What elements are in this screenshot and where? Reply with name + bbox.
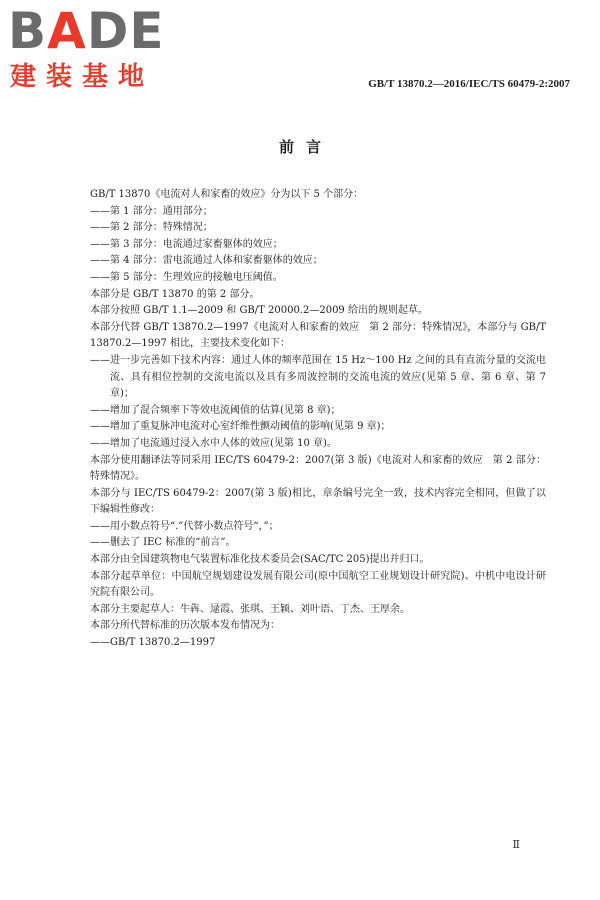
list-item-change-1: ——进一步完善如下技术内容：通过人体的频率范围在 15 Hz～100 Hz 之间的具有直流分量的交流电流、具有相位控制的交流电流以及具有多周波控制的交流电流的效应(见第 5 章、第 6 章、第 7 章)；: [90, 354, 550, 400]
logo-subtitle: 建装基地: [10, 62, 155, 92]
paragraph-translation-method: 本部分使用翻译法等同采用 IEC/TS 60479-2：2007(第 3 版)《电流对人和家畜的效应 第 2 部分：特殊情况》。: [90, 454, 546, 483]
logo-letters-de: DE: [86, 2, 165, 60]
page-number: Ⅱ: [512, 839, 520, 851]
page-title: 前言: [278, 138, 333, 156]
list-item-part-4: ——第 4 部分：雷电流通过人体和家畜躯体的效应；: [90, 255, 323, 267]
list-item-change-3: ——增加了重复脉冲电流对心室纤维性颤动阈值的影响(见第 9 章)；: [90, 421, 391, 433]
list-item-part-3: ——第 3 部分：电流通过家畜躯体的效应；: [90, 238, 283, 250]
logo-letter-b: B: [8, 2, 48, 60]
list-item-edit-1: ——用小数点符号“.”代替小数点符号“，”；: [90, 520, 279, 532]
list-item-part-2: ——第 2 部分：特殊情况；: [90, 222, 213, 234]
foreword-body: [70, 187, 550, 652]
paragraph-intro: GB/T 13870《电流对人和家畜的效应》分为以下 5 个部分：: [90, 189, 364, 200]
paragraph-part-statement: 本部分是 GB/T 13870 的第 2 部分。: [90, 288, 260, 300]
logo-letter-a-accent: A: [47, 2, 87, 60]
list-item-history-1: ——GB/T 13870.2—1997: [90, 637, 216, 649]
list-item-part-1: ——第 1 部分：通用部分；: [90, 205, 213, 217]
list-item-edit-2: ——删去了 IEC 标准的“前言”。: [90, 537, 236, 549]
list-item-change-2: ——增加了混合频率下等效电流阈值的估算(见第 8 章)；: [90, 404, 341, 416]
paragraph-replacement: 本部分代替 GB/T 13870.2—1997《电流对人和家畜的效应 第 2 部分：特殊情况》，本部分与 GB/T 13870.2—1997 相比，主要技术变化如下：: [90, 321, 550, 350]
paragraph-drafters: 本部分主要起草人：牛犇、逯霞、张琪、王颖、刘叶语、丁杰、王厚余。: [90, 603, 410, 615]
paragraph-drafting-rules: 本部分按照 GB/T 1.1—2009 和 GB/T 20000.2—2009 给出的规则起草。: [90, 305, 428, 317]
paragraph-proposer: 本部分由全国建筑物电气装置标准化技术委员会(SAC/TC 205)提出并归口。: [90, 554, 430, 566]
paragraph-comparison: 本部分与 IEC/TS 60479-2：2007(第 3 版)相比，章条编号完全一致，技术内容完全相同，但做了以下编辑性修改：: [90, 487, 546, 516]
paragraph-history: 本部分所代替标准的历次版本发布情况为：: [90, 620, 280, 632]
list-item-part-5: ——第 5 部分：生理效应的接触电压阈值。: [90, 271, 283, 283]
paragraph-drafting-units: 本部分起草单位：中国航空规划建设发展有限公司(原中国航空工业规划设计研究院)、中机中电设计研究院有限公司。: [90, 570, 546, 599]
bade-logo: [8, 4, 178, 96]
logo-wordmark: [8, 4, 165, 58]
list-item-change-4: ——增加了电流通过浸入水中人体的效应(见第 10 章)。: [90, 437, 337, 449]
standard-number: GB/T 13870.2—2016/IEC/TS 60479-2:2007: [368, 78, 570, 90]
